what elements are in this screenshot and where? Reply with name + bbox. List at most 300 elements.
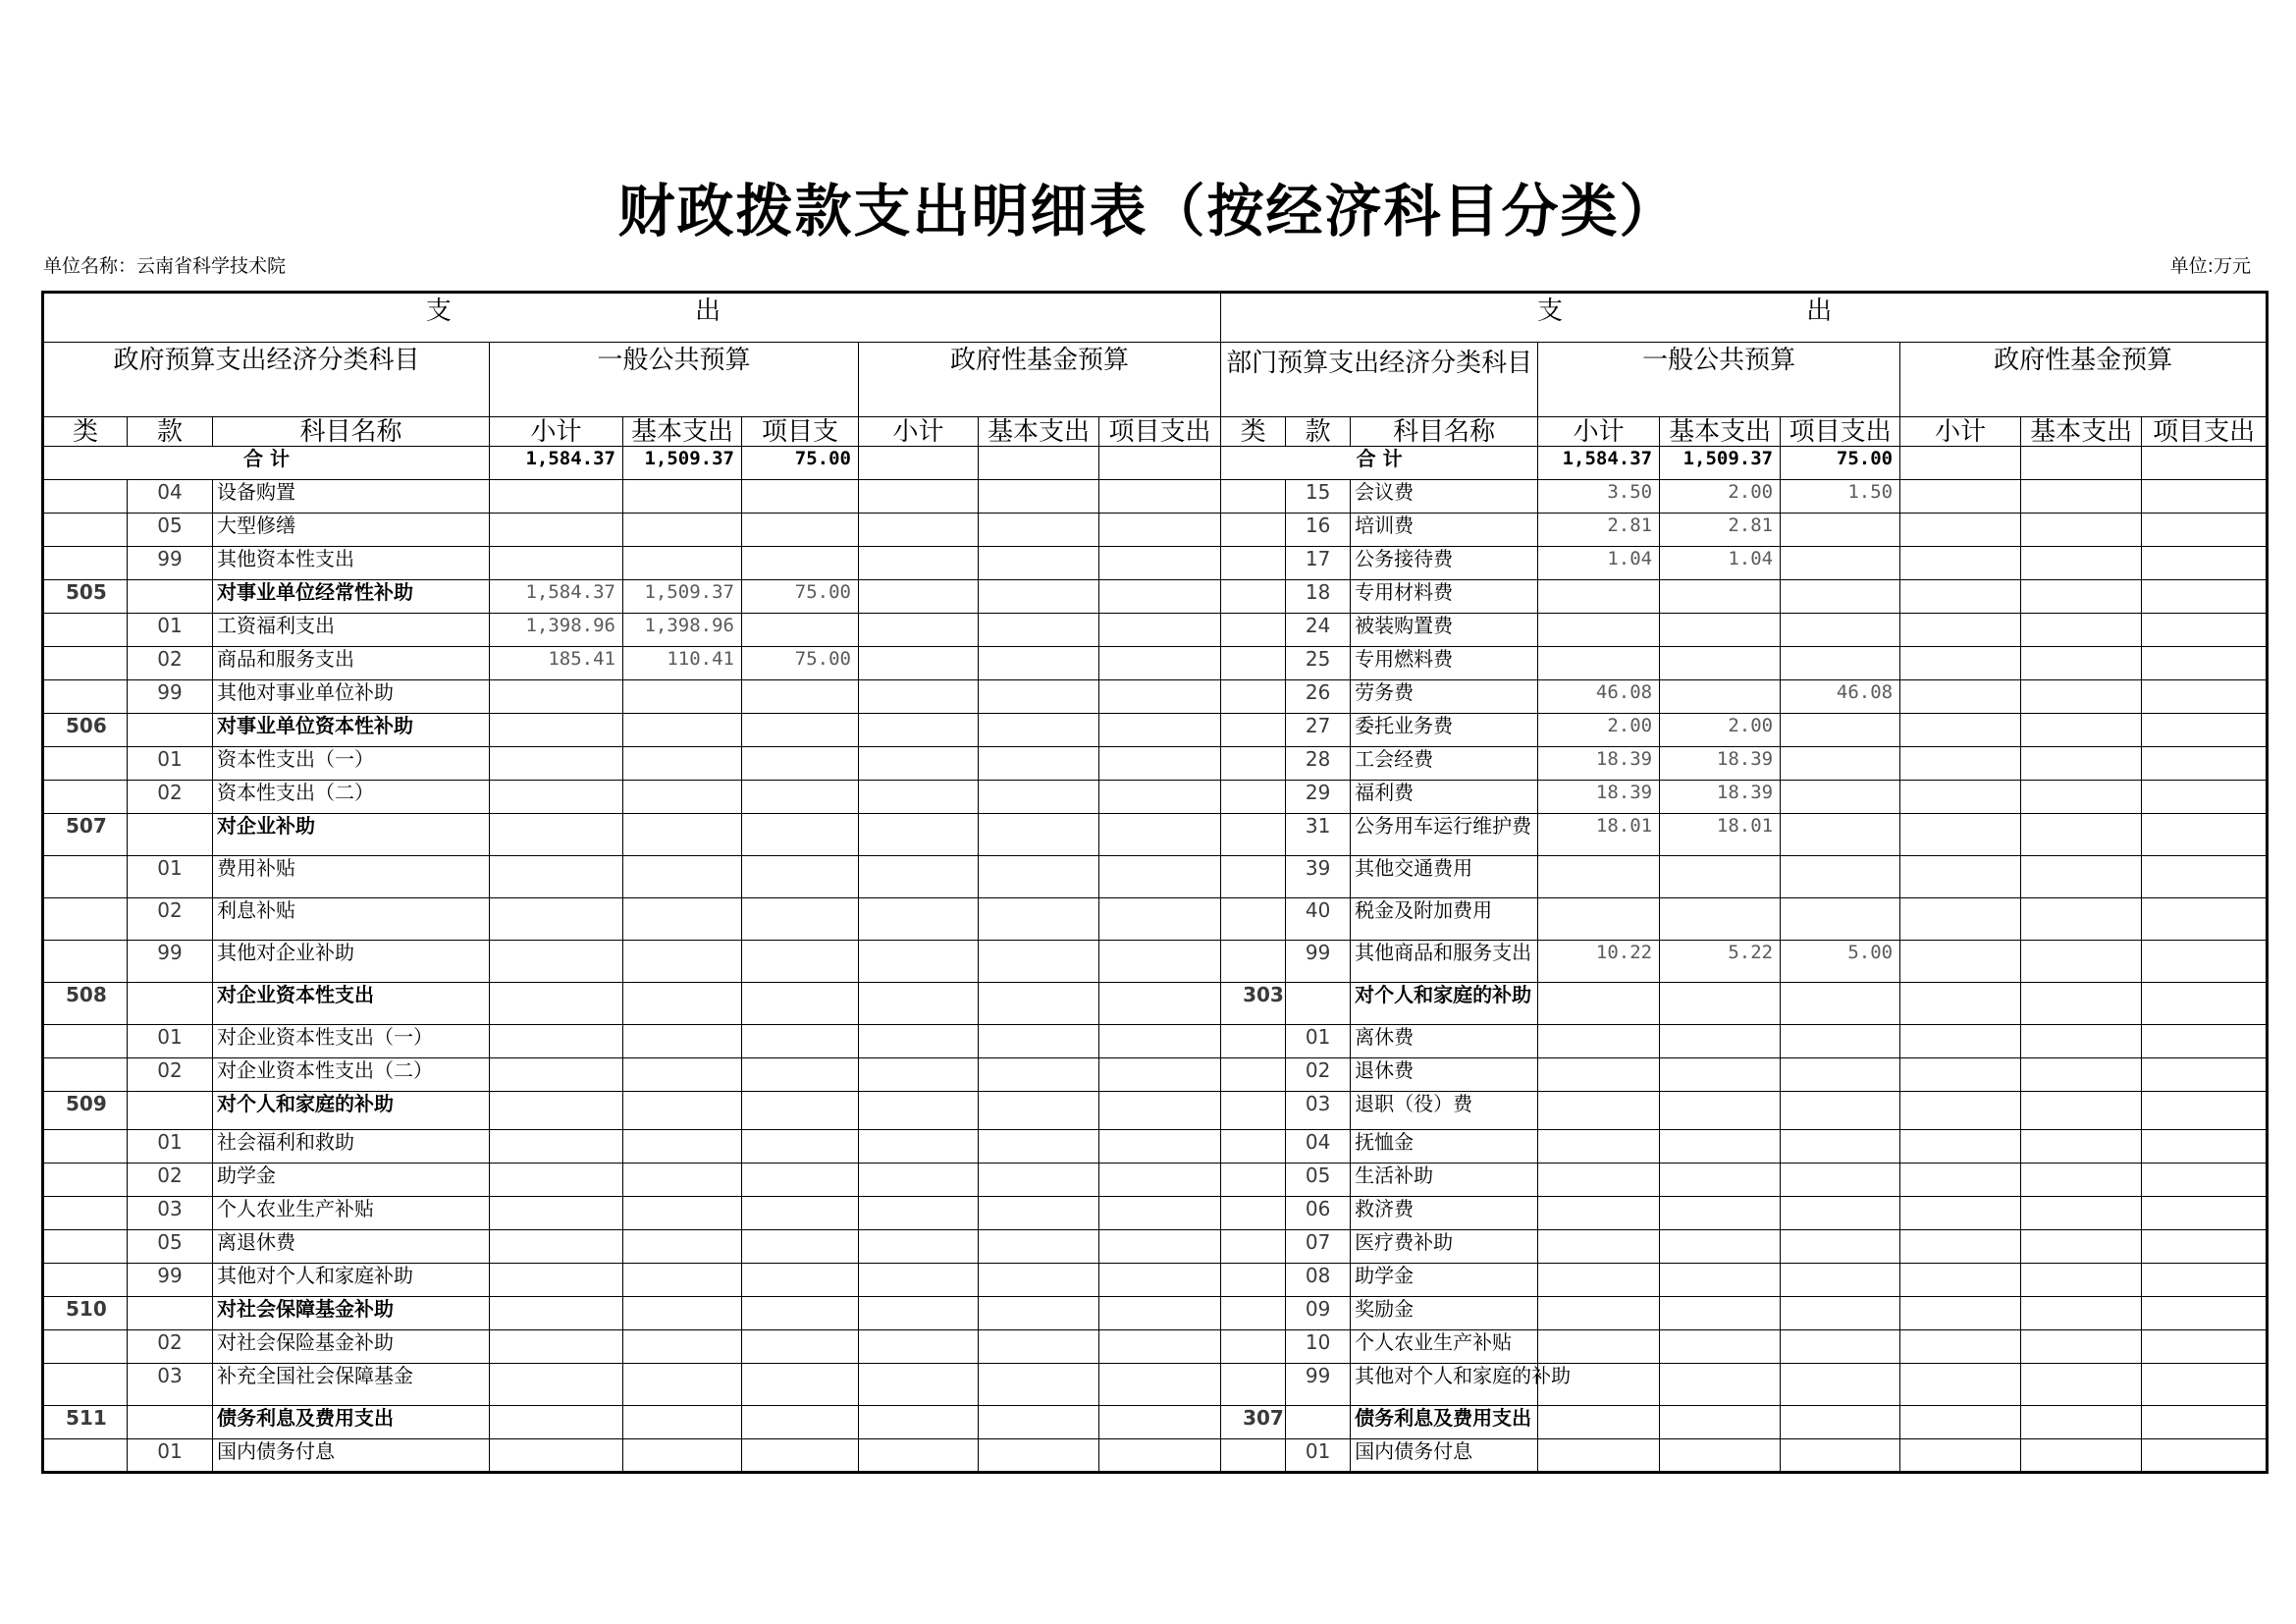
left-project-cell xyxy=(742,1364,859,1406)
left-fund-subtotal-cell xyxy=(859,514,979,547)
right-fund-basic-cell xyxy=(2021,814,2142,856)
right-lei-cell xyxy=(1221,547,1286,580)
right-kuan-cell: 99 xyxy=(1286,941,1351,983)
left-basic-cell xyxy=(623,1297,742,1330)
left-project-cell: 75.00 xyxy=(742,647,859,680)
left-name-cell: 对社会保障基金补助 xyxy=(213,1297,490,1330)
right-fund-basic-cell xyxy=(2021,480,2142,514)
left-subtotal-cell xyxy=(490,941,623,983)
col-name-left: 科目名称 xyxy=(213,417,490,447)
left-fund-project-cell xyxy=(1099,580,1221,614)
left-lei-cell xyxy=(43,680,128,714)
left-fund-basic-cell xyxy=(979,547,1099,580)
right-name-cell: 医疗费补助 xyxy=(1351,1230,1538,1264)
left-lei-cell xyxy=(43,647,128,680)
right-kuan-cell: 07 xyxy=(1286,1230,1351,1264)
left-fund-basic-cell xyxy=(979,814,1099,856)
right-name-cell: 抚恤金 xyxy=(1351,1130,1538,1164)
right-name-cell: 福利费 xyxy=(1351,781,1538,814)
right-basic-cell xyxy=(1660,1264,1781,1297)
right-project-cell xyxy=(1781,1330,1900,1364)
left-kuan-cell: 02 xyxy=(128,1330,213,1364)
left-subtotal-cell: 1,584.37 xyxy=(490,580,623,614)
left-kuan-cell xyxy=(128,814,213,856)
right-fund-basic-cell xyxy=(2021,1025,2142,1058)
right-fund-basic-cell xyxy=(2021,1230,2142,1264)
right-kuan-cell xyxy=(1286,983,1351,1025)
right-fund-project-cell xyxy=(2142,514,2268,547)
left-kuan-cell: 05 xyxy=(128,514,213,547)
right-basic-cell xyxy=(1660,1197,1781,1230)
left-fund-subtotal-cell xyxy=(859,714,979,747)
right-basic-cell xyxy=(1660,898,1781,941)
left-subtotal-cell xyxy=(490,1364,623,1406)
right-fund-project-cell xyxy=(2142,898,2268,941)
left-fund-basic-cell xyxy=(979,781,1099,814)
right-project-cell xyxy=(1781,580,1900,614)
right-lei-cell xyxy=(1221,614,1286,647)
right-basic-cell xyxy=(1660,1058,1781,1092)
left-fund-project-cell xyxy=(1099,856,1221,898)
right-fund-project-cell xyxy=(2142,856,2268,898)
right-fund-subtotal-cell xyxy=(1900,1164,2021,1197)
left-fund-project-cell xyxy=(1099,1092,1221,1130)
right-fund-subtotal-cell xyxy=(1900,1092,2021,1130)
left-fund-basic-cell xyxy=(979,1058,1099,1092)
left-fund-project-cell xyxy=(1099,614,1221,647)
left-lei-cell xyxy=(43,1130,128,1164)
left-basic-cell xyxy=(623,1025,742,1058)
total-row xyxy=(43,447,2268,480)
left-fund-basic-cell xyxy=(979,1264,1099,1297)
right-basic-cell: 2.81 xyxy=(1660,514,1781,547)
right-basic-cell xyxy=(1660,983,1781,1025)
left-lei-cell xyxy=(43,1439,128,1473)
left-fund-basic-cell xyxy=(979,1364,1099,1406)
left-basic-cell xyxy=(623,941,742,983)
right-fund-basic-cell xyxy=(2021,1058,2142,1092)
right-fund-subtotal-cell xyxy=(1900,680,2021,714)
right-subtotal-cell xyxy=(1538,1406,1660,1439)
right-kuan-cell: 04 xyxy=(1286,1130,1351,1164)
right-fund-basic-cell xyxy=(2021,1406,2142,1439)
right-fund-subtotal-cell xyxy=(1900,1330,2021,1364)
left-subtotal-cell xyxy=(490,1264,623,1297)
left-fund-basic-cell xyxy=(979,856,1099,898)
right-fund-subtotal-cell xyxy=(1900,647,2021,680)
col-lei-right: 类 xyxy=(1221,417,1286,447)
left-name-cell: 补充全国社会保障基金 xyxy=(213,1364,490,1406)
right-lei-cell xyxy=(1221,1025,1286,1058)
right-project-cell xyxy=(1781,1230,1900,1264)
right-basic-cell xyxy=(1660,1406,1781,1439)
right-kuan-cell: 99 xyxy=(1286,1364,1351,1406)
left-kuan-cell: 04 xyxy=(128,480,213,514)
left-project-cell xyxy=(742,680,859,714)
left-fund-basic-cell xyxy=(979,480,1099,514)
right-basic-cell xyxy=(1660,1025,1781,1058)
left-basic-cell xyxy=(623,983,742,1025)
left-fund-project-cell xyxy=(1099,647,1221,680)
left-name-cell: 国内债务付息 xyxy=(213,1439,490,1473)
left-fund-subtotal-cell xyxy=(859,1230,979,1264)
left-lei-cell xyxy=(43,781,128,814)
left-project-cell xyxy=(742,1297,859,1330)
right-subtotal-cell xyxy=(1538,1439,1660,1473)
right-fund-project-cell xyxy=(2142,747,2268,781)
left-fund-project-cell xyxy=(1099,1230,1221,1264)
right-fund-project-cell xyxy=(2142,1092,2268,1130)
left-fund-subtotal-cell xyxy=(859,1364,979,1406)
left-subtotal-cell xyxy=(490,747,623,781)
left-fund-subtotal-cell xyxy=(859,480,979,514)
right-subtotal-cell xyxy=(1538,1197,1660,1230)
right-basic-cell: 18.39 xyxy=(1660,781,1781,814)
right-subtotal-cell xyxy=(1538,1164,1660,1197)
right-subtotal-cell xyxy=(1538,1025,1660,1058)
left-project-cell xyxy=(742,1264,859,1297)
left-fund-project-cell xyxy=(1099,781,1221,814)
left-project-cell xyxy=(742,856,859,898)
right-lei-cell xyxy=(1221,580,1286,614)
right-fund-project-cell xyxy=(2142,1297,2268,1330)
left-fund-basic-cell xyxy=(979,714,1099,747)
left-fund-project-cell xyxy=(1099,680,1221,714)
left-fund-project-cell xyxy=(1099,547,1221,580)
table-row xyxy=(43,514,2268,547)
right-name-cell: 专用材料费 xyxy=(1351,580,1538,614)
left-fund-subtotal-cell xyxy=(859,1264,979,1297)
right-subtotal-cell: 46.08 xyxy=(1538,680,1660,714)
left-fund-basic-cell xyxy=(979,1439,1099,1473)
left-fund-subtotal-cell xyxy=(859,1130,979,1164)
right-fund-subtotal-cell xyxy=(1900,1364,2021,1406)
col-fund-subtotal-left: 小计 xyxy=(859,417,979,447)
right-project-cell xyxy=(1781,747,1900,781)
left-project-cell xyxy=(742,1197,859,1230)
right-fund-subtotal-cell xyxy=(1900,1297,2021,1330)
right-subtotal-cell xyxy=(1538,1058,1660,1092)
col-subtotal-left: 小计 xyxy=(490,417,623,447)
right-fund-subtotal-cell xyxy=(1900,983,2021,1025)
right-name-cell: 对个人和家庭的补助 xyxy=(1351,983,1538,1025)
right-subtotal-cell xyxy=(1538,1264,1660,1297)
right-basic-cell xyxy=(1660,1164,1781,1197)
right-lei-cell xyxy=(1221,1130,1286,1164)
left-kuan-cell xyxy=(128,1092,213,1130)
right-basic-cell: 2.00 xyxy=(1660,714,1781,747)
left-fund-project-cell xyxy=(1099,1364,1221,1406)
right-kuan-cell: 31 xyxy=(1286,814,1351,856)
left-basic-cell xyxy=(623,480,742,514)
left-kuan-cell: 05 xyxy=(128,1230,213,1264)
left-subtotal-cell xyxy=(490,714,623,747)
right-project-cell xyxy=(1781,1364,1900,1406)
right-fund-subtotal-cell xyxy=(1900,898,2021,941)
left-fund-basic-cell xyxy=(979,1197,1099,1230)
left-fund-project-cell xyxy=(1099,1439,1221,1473)
right-name-cell: 会议费 xyxy=(1351,480,1538,514)
total-right-fund-basic xyxy=(2021,447,2142,480)
left-subtotal-cell xyxy=(490,983,623,1025)
left-lei-cell xyxy=(43,1264,128,1297)
left-fund-basic-cell xyxy=(979,1092,1099,1130)
right-basic-cell xyxy=(1660,1439,1781,1473)
right-name-cell: 个人农业生产补贴 xyxy=(1351,1330,1538,1364)
left-fund-project-cell xyxy=(1099,714,1221,747)
left-name-cell: 工资福利支出 xyxy=(213,614,490,647)
left-fund-project-cell xyxy=(1099,814,1221,856)
left-name-cell: 费用补贴 xyxy=(213,856,490,898)
right-fund-project-cell xyxy=(2142,680,2268,714)
left-lei-cell: 509 xyxy=(43,1092,128,1130)
right-basic-cell: 18.39 xyxy=(1660,747,1781,781)
right-fund-project-cell xyxy=(2142,1164,2268,1197)
right-kuan-cell: 40 xyxy=(1286,898,1351,941)
total-left-fund-basic xyxy=(979,447,1099,480)
right-lei-cell: 307 xyxy=(1221,1406,1286,1439)
left-fund-basic-cell xyxy=(979,680,1099,714)
left-kuan-cell xyxy=(128,580,213,614)
left-fund-subtotal-cell xyxy=(859,941,979,983)
right-project-cell xyxy=(1781,1164,1900,1197)
right-fund-project-cell xyxy=(2142,1364,2268,1406)
total-left-project: 75.00 xyxy=(742,447,859,480)
left-basic-cell: 1,509.37 xyxy=(623,580,742,614)
left-basic-cell xyxy=(623,1230,742,1264)
right-fund-basic-cell xyxy=(2021,647,2142,680)
right-kuan-cell: 09 xyxy=(1286,1297,1351,1330)
right-fund-subtotal-cell xyxy=(1900,856,2021,898)
left-project-cell xyxy=(742,1439,859,1473)
right-lei-cell xyxy=(1221,898,1286,941)
right-lei-cell xyxy=(1221,1330,1286,1364)
left-basic-cell xyxy=(623,1058,742,1092)
left-lei-cell xyxy=(43,1364,128,1406)
right-lei-cell xyxy=(1221,1092,1286,1130)
right-lei-cell xyxy=(1221,1197,1286,1230)
expenditure-table xyxy=(41,291,2269,1474)
left-project-cell xyxy=(742,1230,859,1264)
left-lei-cell xyxy=(43,1330,128,1364)
left-name-cell: 债务利息及费用支出 xyxy=(213,1406,490,1439)
right-basic-cell xyxy=(1660,1330,1781,1364)
right-lei-cell xyxy=(1221,747,1286,781)
left-subtotal-cell xyxy=(490,480,623,514)
left-project-cell xyxy=(742,1164,859,1197)
right-subtotal-cell: 18.01 xyxy=(1538,814,1660,856)
left-basic-cell xyxy=(623,1130,742,1164)
right-kuan-cell: 18 xyxy=(1286,580,1351,614)
right-lei-cell xyxy=(1221,1264,1286,1297)
total-label-right: 合 计 xyxy=(1221,447,1538,480)
left-kuan-cell: 99 xyxy=(128,680,213,714)
fund-budget-header-left: 政府性基金预算 xyxy=(859,343,1221,417)
right-name-cell: 助学金 xyxy=(1351,1264,1538,1297)
right-project-cell xyxy=(1781,1025,1900,1058)
right-project-cell xyxy=(1781,1197,1900,1230)
header-row-2 xyxy=(43,343,2268,417)
left-lei-cell xyxy=(43,1197,128,1230)
right-fund-basic-cell xyxy=(2021,983,2142,1025)
right-subtotal-cell: 2.00 xyxy=(1538,714,1660,747)
right-subtotal-cell xyxy=(1538,1297,1660,1330)
general-budget-header-right: 一般公共预算 xyxy=(1538,343,1900,417)
left-subtotal-cell xyxy=(490,1406,623,1439)
right-lei-cell xyxy=(1221,1439,1286,1473)
right-project-cell xyxy=(1781,514,1900,547)
table-row xyxy=(43,480,2268,514)
expense-header-right: 支 出 xyxy=(1221,293,2268,343)
right-fund-basic-cell xyxy=(2021,1364,2142,1406)
table-row xyxy=(43,1330,2268,1364)
right-kuan-cell: 27 xyxy=(1286,714,1351,747)
right-fund-basic-cell xyxy=(2021,1197,2142,1230)
left-kuan-cell: 02 xyxy=(128,898,213,941)
right-name-cell: 奖励金 xyxy=(1351,1297,1538,1330)
right-project-cell xyxy=(1781,898,1900,941)
right-fund-basic-cell xyxy=(2021,1092,2142,1130)
left-project-cell xyxy=(742,941,859,983)
right-fund-project-cell xyxy=(2142,580,2268,614)
left-fund-subtotal-cell xyxy=(859,898,979,941)
left-fund-project-cell xyxy=(1099,898,1221,941)
right-fund-project-cell xyxy=(2142,1406,2268,1439)
right-subtotal-cell: 10.22 xyxy=(1538,941,1660,983)
right-kuan-cell: 26 xyxy=(1286,680,1351,714)
total-label-left: 合 计 xyxy=(43,447,490,480)
table-row xyxy=(43,547,2268,580)
left-fund-basic-cell xyxy=(979,580,1099,614)
right-subtotal-cell xyxy=(1538,647,1660,680)
left-lei-cell xyxy=(43,614,128,647)
right-name-cell: 退职（役）费 xyxy=(1351,1092,1538,1130)
right-fund-subtotal-cell xyxy=(1900,814,2021,856)
left-subtotal-cell xyxy=(490,1130,623,1164)
right-kuan-cell: 17 xyxy=(1286,547,1351,580)
left-project-cell xyxy=(742,898,859,941)
left-fund-subtotal-cell xyxy=(859,856,979,898)
right-subtotal-cell: 18.39 xyxy=(1538,781,1660,814)
right-project-cell xyxy=(1781,1297,1900,1330)
right-fund-subtotal-cell xyxy=(1900,1058,2021,1092)
right-lei-cell xyxy=(1221,781,1286,814)
right-lei-cell xyxy=(1221,680,1286,714)
table-row xyxy=(43,1197,2268,1230)
left-lei-cell: 507 xyxy=(43,814,128,856)
left-subtotal-cell xyxy=(490,781,623,814)
col-kuan-right: 款 xyxy=(1286,417,1351,447)
left-lei-cell xyxy=(43,898,128,941)
right-lei-cell xyxy=(1221,1058,1286,1092)
right-project-cell xyxy=(1781,1058,1900,1092)
right-lei-cell xyxy=(1221,1297,1286,1330)
left-fund-subtotal-cell xyxy=(859,1330,979,1364)
right-lei-cell xyxy=(1221,941,1286,983)
right-project-cell xyxy=(1781,781,1900,814)
left-name-cell: 离退休费 xyxy=(213,1230,490,1264)
left-basic-cell xyxy=(623,1264,742,1297)
left-subtotal-cell xyxy=(490,814,623,856)
left-fund-project-cell xyxy=(1099,1197,1221,1230)
left-fund-project-cell xyxy=(1099,1025,1221,1058)
left-fund-subtotal-cell xyxy=(859,647,979,680)
left-fund-basic-cell xyxy=(979,1164,1099,1197)
right-fund-basic-cell xyxy=(2021,941,2142,983)
left-subtotal-cell xyxy=(490,1058,623,1092)
left-basic-cell xyxy=(623,514,742,547)
right-kuan-cell: 06 xyxy=(1286,1197,1351,1230)
right-fund-basic-cell xyxy=(2021,747,2142,781)
right-subtotal-cell xyxy=(1538,1330,1660,1364)
right-project-cell: 5.00 xyxy=(1781,941,1900,983)
left-project-cell xyxy=(742,547,859,580)
right-fund-subtotal-cell xyxy=(1900,781,2021,814)
left-fund-subtotal-cell xyxy=(859,1025,979,1058)
table-row xyxy=(43,1130,2268,1164)
right-kuan-cell: 39 xyxy=(1286,856,1351,898)
left-lei-cell xyxy=(43,856,128,898)
right-project-cell xyxy=(1781,814,1900,856)
left-name-cell: 社会福利和救助 xyxy=(213,1130,490,1164)
left-name-cell: 对事业单位资本性补助 xyxy=(213,714,490,747)
table-row xyxy=(43,714,2268,747)
right-name-cell: 委托业务费 xyxy=(1351,714,1538,747)
right-basic-cell xyxy=(1660,1130,1781,1164)
table-row xyxy=(43,1025,2268,1058)
right-fund-basic-cell xyxy=(2021,898,2142,941)
left-kuan-cell: 99 xyxy=(128,1264,213,1297)
right-fund-project-cell xyxy=(2142,941,2268,983)
unit-name: 单位名称：云南省科学技术院 xyxy=(43,255,287,277)
right-fund-subtotal-cell xyxy=(1900,1025,2021,1058)
table-row xyxy=(43,1058,2268,1092)
left-kuan-cell: 02 xyxy=(128,647,213,680)
right-basic-cell xyxy=(1660,1230,1781,1264)
right-basic-cell xyxy=(1660,647,1781,680)
left-basic-cell xyxy=(623,1439,742,1473)
right-subtotal-cell xyxy=(1538,898,1660,941)
right-fund-basic-cell xyxy=(2021,514,2142,547)
left-kuan-cell: 02 xyxy=(128,1164,213,1197)
right-fund-basic-cell xyxy=(2021,547,2142,580)
report-title: 财政拨款支出明细表（按经济科目分类） xyxy=(617,178,1679,244)
left-kuan-cell: 02 xyxy=(128,1058,213,1092)
right-fund-project-cell xyxy=(2142,647,2268,680)
left-fund-subtotal-cell xyxy=(859,781,979,814)
left-lei-cell xyxy=(43,1230,128,1264)
left-fund-project-cell xyxy=(1099,514,1221,547)
left-project-cell xyxy=(742,781,859,814)
left-project-cell xyxy=(742,983,859,1025)
col-name-right: 科目名称 xyxy=(1351,417,1538,447)
left-subtotal-cell xyxy=(490,898,623,941)
left-fund-project-cell xyxy=(1099,1406,1221,1439)
right-basic-cell xyxy=(1660,1092,1781,1130)
right-name-cell: 国内债务付息 xyxy=(1351,1439,1538,1473)
right-fund-project-cell xyxy=(2142,547,2268,580)
left-name-cell: 对企业补助 xyxy=(213,814,490,856)
table-row xyxy=(43,1297,2268,1330)
right-project-cell: 1.50 xyxy=(1781,480,1900,514)
right-project-cell: 46.08 xyxy=(1781,680,1900,714)
total-left-subtotal: 1,584.37 xyxy=(490,447,623,480)
right-kuan-cell: 02 xyxy=(1286,1058,1351,1092)
left-fund-basic-cell xyxy=(979,898,1099,941)
dept-category-header: 部门预算支出经济分类科目 xyxy=(1221,343,1538,417)
right-lei-cell xyxy=(1221,1230,1286,1264)
right-project-cell xyxy=(1781,856,1900,898)
